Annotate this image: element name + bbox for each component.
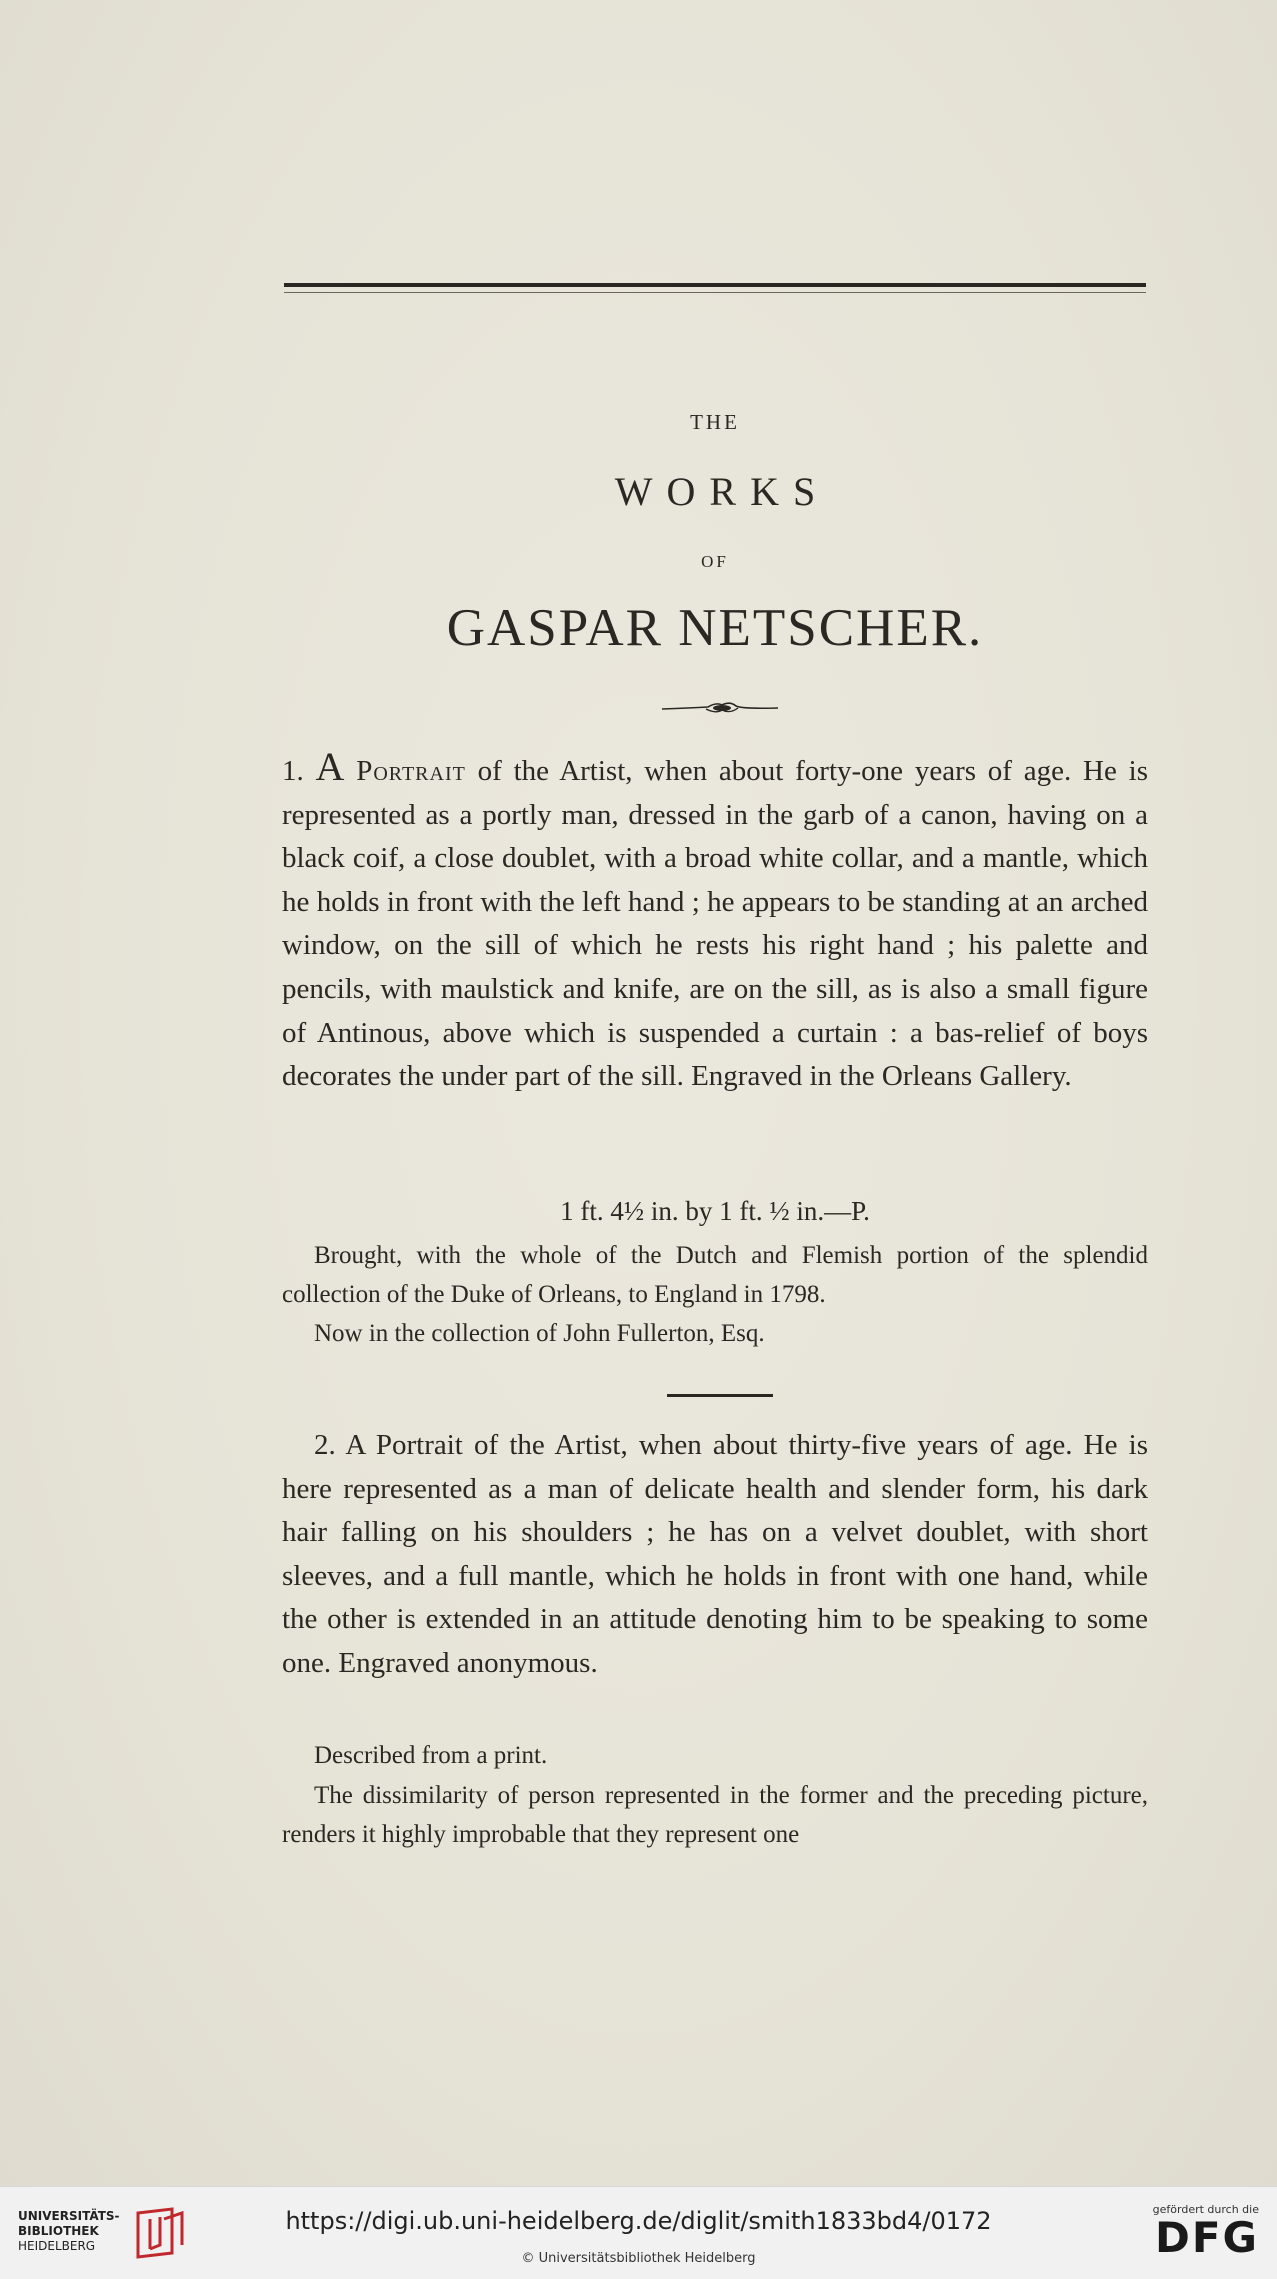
copyright-notice: © Universitätsbibliothek Heidelberg [521, 2251, 756, 2266]
library-name: UNIVERSITÄTS- BIBLIOTHEK HEIDELBERG [18, 2209, 120, 2253]
title-of: OF [701, 552, 729, 571]
funded-by-label: gefördert durch die [1152, 2203, 1259, 2216]
entry-2-described: Described from a print. [314, 1742, 548, 1769]
entry-1-number: 1. [282, 755, 304, 787]
title-works: WORKS [614, 469, 830, 514]
entry-1-text: of the Artist, when about forty-one years of age. He is represented as a portly man, dressed in the garb of a canon, having on a black coif, a close doublet, with a broad white collar, and a mantle, which he holds in front with the left hand ; he appears to be standing at an arched window, on the sill of which he rests his right hand ; his palette and pencils, with maulstick and knife, are on the sill, as is also a small figure of Antinous, above which is suspended a curtain : a bas-relief of boys decorates the under part of the sill. Engraved in the Orleans Gallery. [282, 755, 1148, 1093]
header-rule-thin [284, 292, 1146, 293]
entry-1-first-word: Portrait [356, 755, 466, 787]
entry-1-description [282, 744, 1148, 1099]
entry-1-provenance: Brought, with the whole of the Dutch and Flemish portion of the splendid collection of the Duke of Orleans, to England in 1798. [282, 1242, 1148, 1308]
entry-1-dimensions: 1 ft. 4½ in. by 1 ft. ½ in.—P. [560, 1196, 870, 1226]
entry-divider [667, 1394, 773, 1397]
title-artist-name: GASPAR NETSCHER. [446, 599, 984, 657]
entry-2-note: The dissimilarity of person represented in the former and the preceding picture, renders it highly improbable that they represent one [282, 1782, 1148, 1848]
dfg-logo[interactable] [1129, 2203, 1259, 2260]
entry-1-initial: A [315, 744, 345, 789]
ornament-flourish-icon [660, 700, 780, 716]
permalink-url[interactable]: https://digi.ub.uni-heidelberg.de/diglit/smith1833bd4/0172 [285, 2207, 992, 2235]
dfg-wordmark: DFG [1154, 2213, 1259, 2262]
viewer-footer [0, 2186, 1277, 2279]
entry-1-location: Now in the collection of John Fullerton, Esq. [314, 1320, 765, 1347]
entry-2-description: 2. A Portrait of the Artist, when about thirty-five years of age. He is here represented as a man of delicate health and slender form, his dark hair falling on his shoulders ; he has on a velvet doublet, with short sleeves, and a full mantle, which he holds in front with one hand, while the other is extended in an attitude denoting him to be speaking to some one. Engraved anonymous. [282, 1429, 1148, 1679]
title-the: THE [690, 410, 740, 434]
header-rule-thick [284, 283, 1146, 287]
